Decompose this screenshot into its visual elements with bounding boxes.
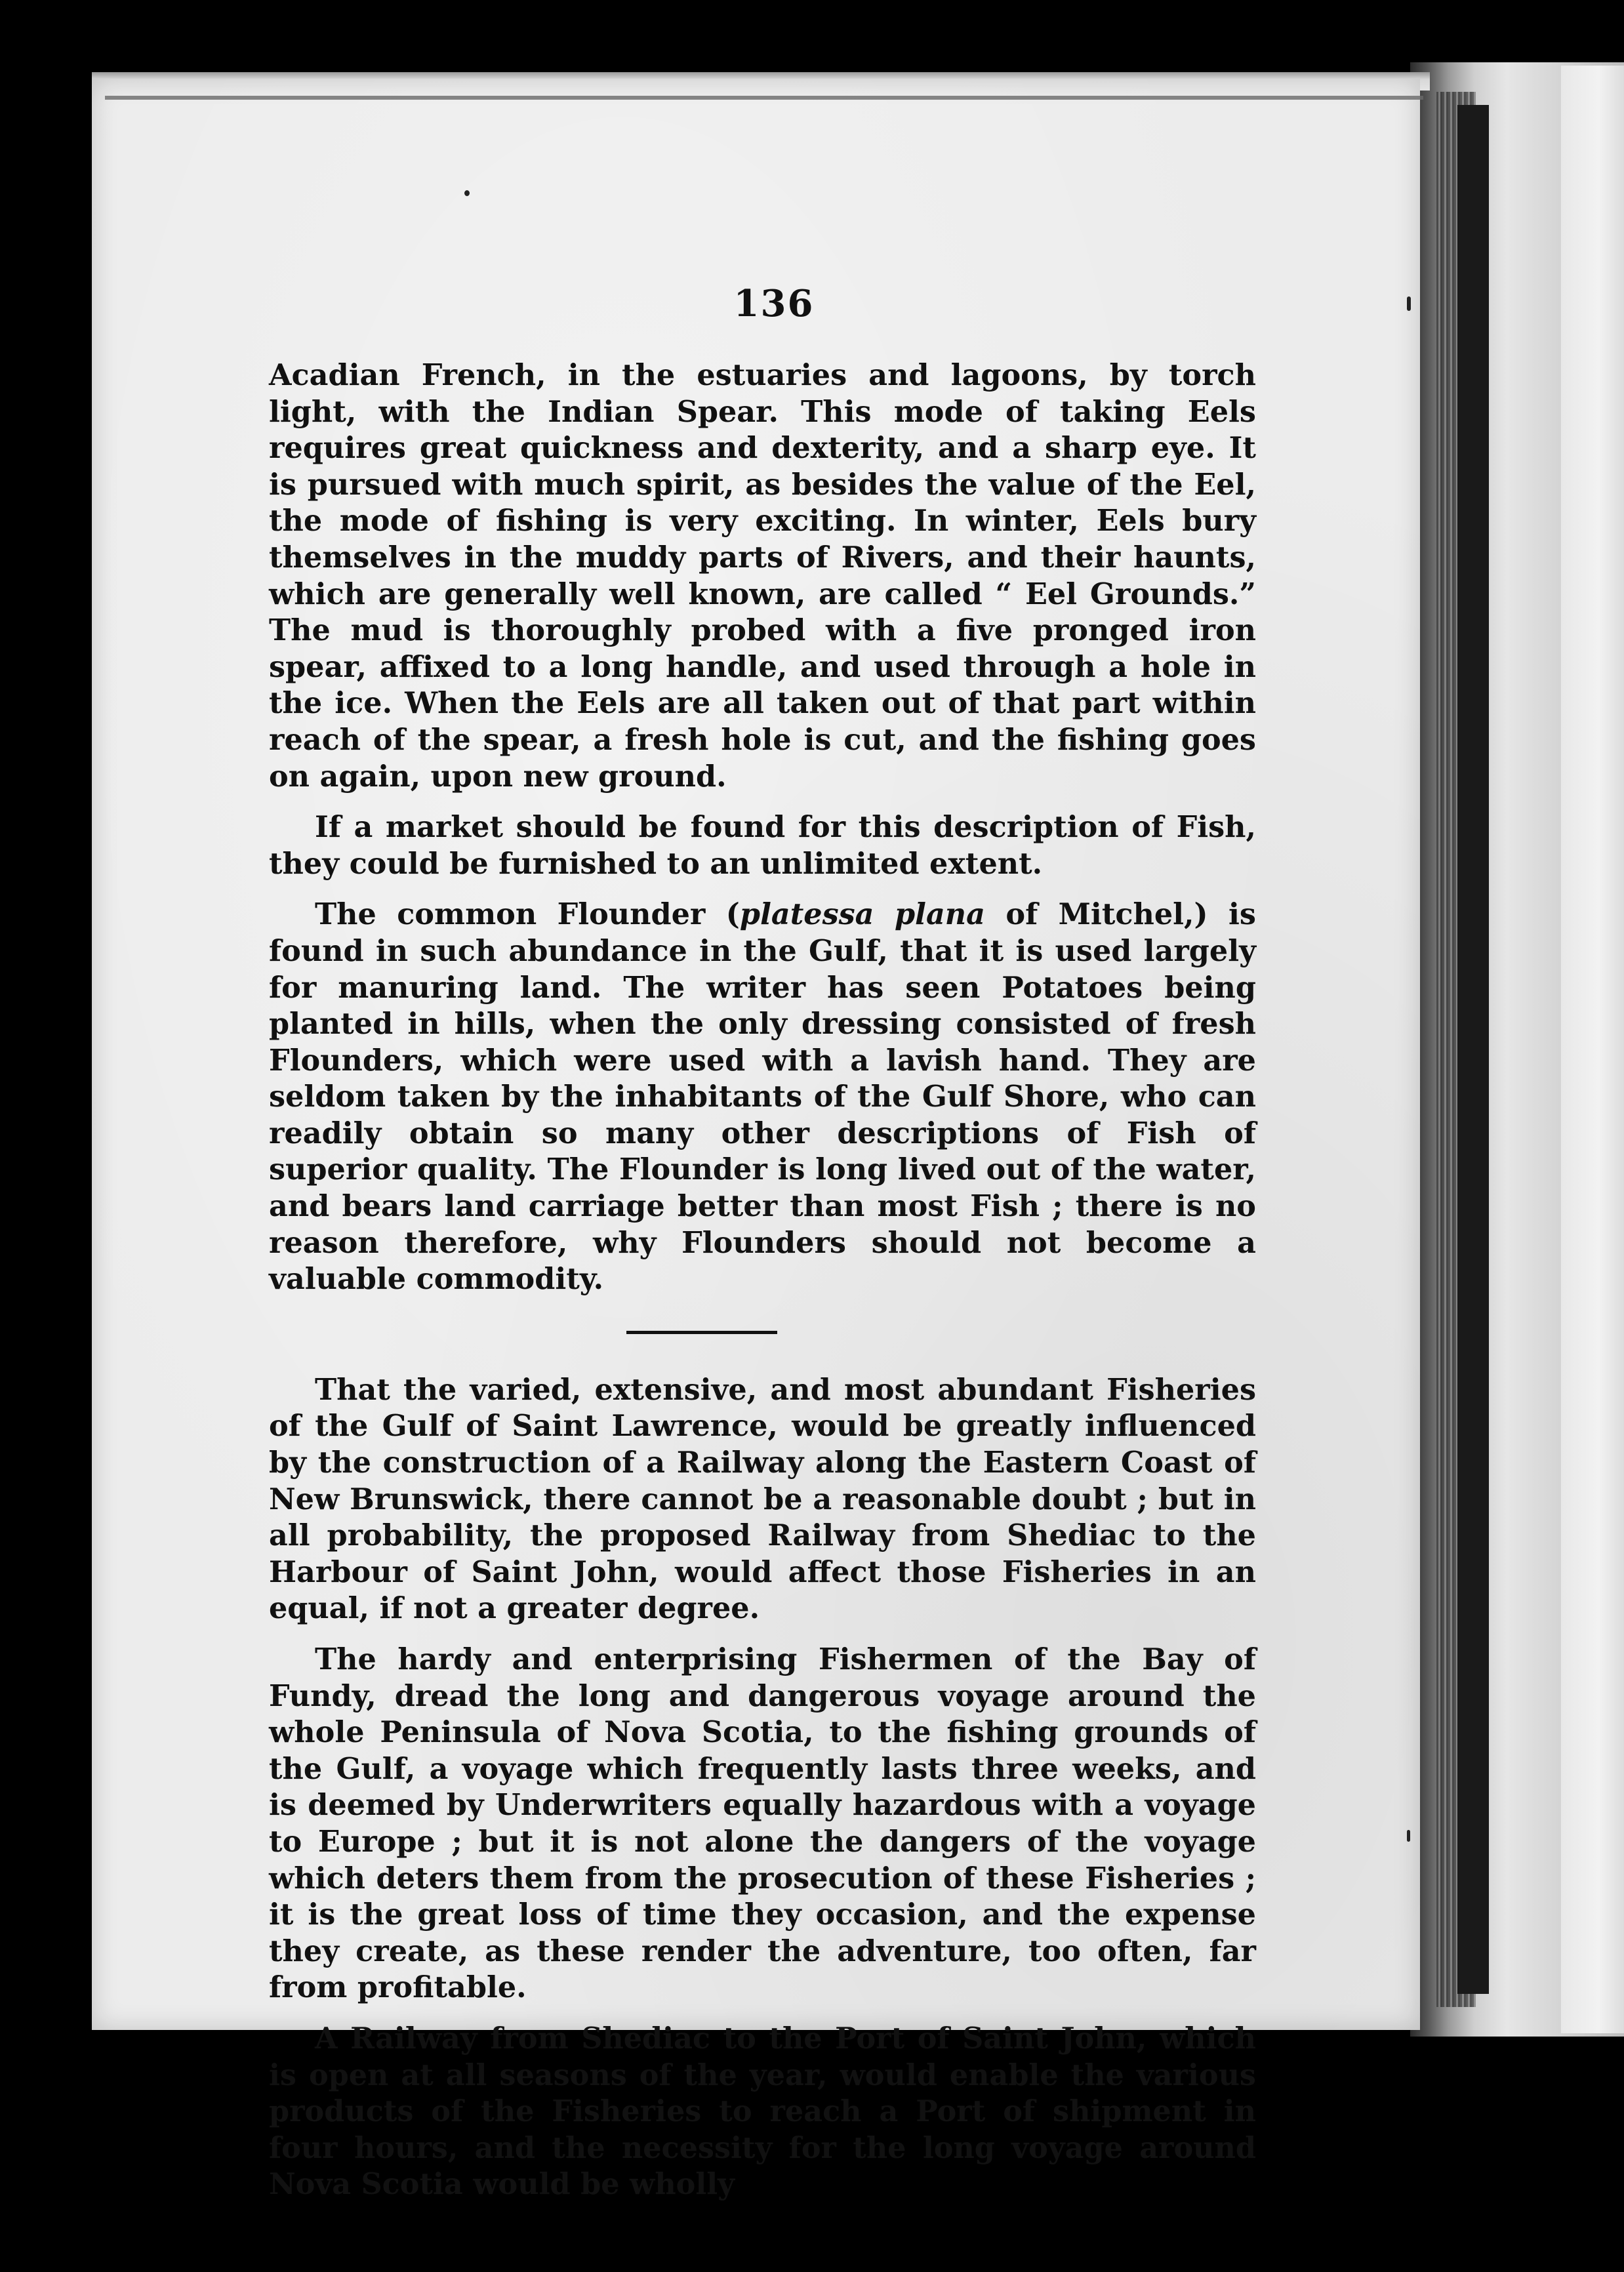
binding-shadow bbox=[1457, 105, 1489, 1994]
paragraph bbox=[269, 1372, 1256, 1627]
paragraph bbox=[269, 2021, 1256, 2203]
paragraph bbox=[269, 809, 1256, 882]
page-number: 136 bbox=[733, 282, 815, 325]
paragraph-text: The hardy and enterprising Fishermen of the Bay of Fundy, dread the long and dangerous voyage around the whole Peninsula of Nova Scotia, to the fishing grounds of the Gulf, a voyage which frequently lasts three weeks, and is deemed by Underwriters equally hazardous with a voyage to Europe ; but it is not alone the dangers of the voyage which deters them from the prosecution of these Fisheries ; it is the great loss of time they occasion, and the expense they create, as these render the adventure, too often, far from profitable. bbox=[269, 1642, 1256, 2005]
paragraph-text: A Railway from Shediac to the Port of Saint John, which is open at all seasons of the year, would enable the various products of the Fisheries to reach a Port of shipment in four hours, and the necessity for the long voyage around Nova Scotia would be wholly bbox=[269, 2021, 1256, 2202]
paragraph-text: The common Flounder ( bbox=[315, 897, 740, 932]
page-top-line bbox=[105, 96, 1423, 100]
paragraph-text: That the varied, extensive, and most abundant Fisheries of the Gulf of Saint Lawrence, would be greatly influenced by the construction of a Railway along the Eastern Coast of New Brunswick, there cannot be a reasonable doubt ; but in all probability, the proposed Railway from Shediac to the Harbour of Saint John, would affect those Fisheries in an equal, if not a greater degree. bbox=[269, 1372, 1256, 1626]
next-page-edge bbox=[1561, 66, 1624, 2033]
paragraph bbox=[269, 357, 1256, 795]
paragraph-text: If a market should be found for this description of Fish, they could be furnished to an unlimited extent. bbox=[269, 810, 1256, 881]
paragraph-text: of Mitchel,) is found in such abundance in the Gulf, that it is used largely for manuring land. The writer has seen Potatoes being planted in hills, when the only dressing consisted of fresh Flounders, which were used with a lavish hand. They are seldom taken by the inhabitants of the Gulf Shore, who can readily obtain so many other descriptions of Fish of superior quality. The Flounder is long lived out of the water, and bears land carriage better than most Fish ; there is no reason therefore, why Flounders should not become a valuable commodity. bbox=[269, 897, 1256, 1297]
section-divider bbox=[626, 1331, 777, 1334]
paragraph-text: Acadian French, in the estuaries and lagoons, by torch light, with the Indian Spear. This mode of taking Eels requires great quickness and dexterity, and a sharp eye. It is pursued with much spirit, as besides the value of the Eel, the mode of fishing is very exciting. In winter, Eels bury themselves in the muddy parts of Rivers, and their haunts, which are generally well known, are called “ Eel Grounds.” The mud is thoroughly probed with a five pronged iron spear, affixed to a long handle, and used through a hole in the ice. When the Eels are all taken out of that part within reach of the spear, a fresh hole is cut, and the fishing goes on again, upon new ground. bbox=[269, 358, 1256, 794]
ink-speck bbox=[464, 190, 470, 196]
paragraph bbox=[269, 1642, 1256, 2006]
ink-speck bbox=[1407, 296, 1411, 311]
species-name: platessa plana bbox=[739, 897, 985, 932]
ink-speck bbox=[1407, 1830, 1410, 1842]
body-text bbox=[269, 357, 1256, 2203]
paragraph bbox=[269, 897, 1256, 1298]
